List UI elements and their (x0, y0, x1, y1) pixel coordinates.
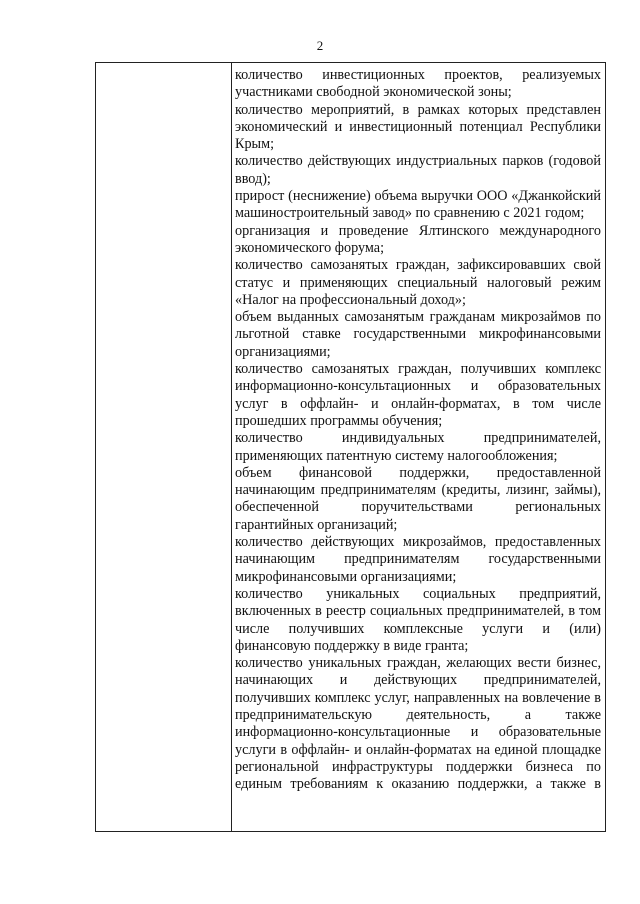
indicator-paragraph: количество действующих микрозаймов, предоставленных начинающим предпринимателям государственными микрофинансовыми организациями; (235, 534, 601, 585)
indicator-paragraph: организация и проведение Ялтинского международного экономического форума; (235, 222, 601, 256)
indicator-paragraph: количество инвестиционных проектов, реализуемых участниками свободной экономической зоны; (235, 67, 601, 101)
indicator-paragraph: количество самозанятых граждан, зафиксировавших свой статус и применяющих специальный налоговый режим «Налог на профессиональный доход»; (235, 257, 601, 308)
indicator-paragraph: количество индивидуальных предпринимателей, применяющих патентную систему налогообложения; (235, 430, 601, 464)
indicator-paragraph: количество уникальных социальных предприятий, включенных в реестр социальных предпринимателей, в том числе получивших комплексные услуги и (или) финансовую поддержку в виде гранта; (235, 585, 601, 654)
table-left-cell (96, 63, 232, 831)
indicator-paragraph: прирост (неснижение) объема выручки ООО «Джанкойский машиностроительный завод» по сравнению с 2021 годом; (235, 188, 601, 222)
indicator-paragraph: количество действующих индустриальных парков (годовой ввод); (235, 153, 601, 187)
indicator-paragraph: количество уникальных граждан, желающих вести бизнес, начинающих и действующих предпринимателей, получивших комплекс услуг, направленных на вовлечение в предпринимательскую деятельность, а также информационно-консультационные и образовательные услуги в оффлайн- и онлайн-форматах на единой площадке региональной инфраструктуры поддержки бизнеса по единым требованиям к оказанию поддержки, а также в (235, 655, 601, 793)
page-number: 2 (316, 38, 324, 53)
indicator-paragraph: объем выданных самозанятым гражданам микрозаймов по льготной ставке государственными микрофинансовыми организациями; (235, 309, 601, 360)
indicator-paragraph: количество самозанятых граждан, получивших комплекс информационно-консультационных и образовательных услуг в оффлайн- и онлайн-форматах, в том числе прошедших программы обучения; (235, 361, 601, 429)
document-table (95, 62, 606, 832)
indicator-paragraph: объем финансовой поддержки, предоставленной начинающим предпринимателям (кредиты, лизинг, займы), обеспеченной поручительствами региональных гарантийных организаций; (235, 464, 601, 533)
indicator-paragraph: количество мероприятий, в рамках которых представлен экономический и инвестиционный потенциал Республики Крым; (235, 101, 601, 153)
table-right-cell (235, 67, 601, 793)
